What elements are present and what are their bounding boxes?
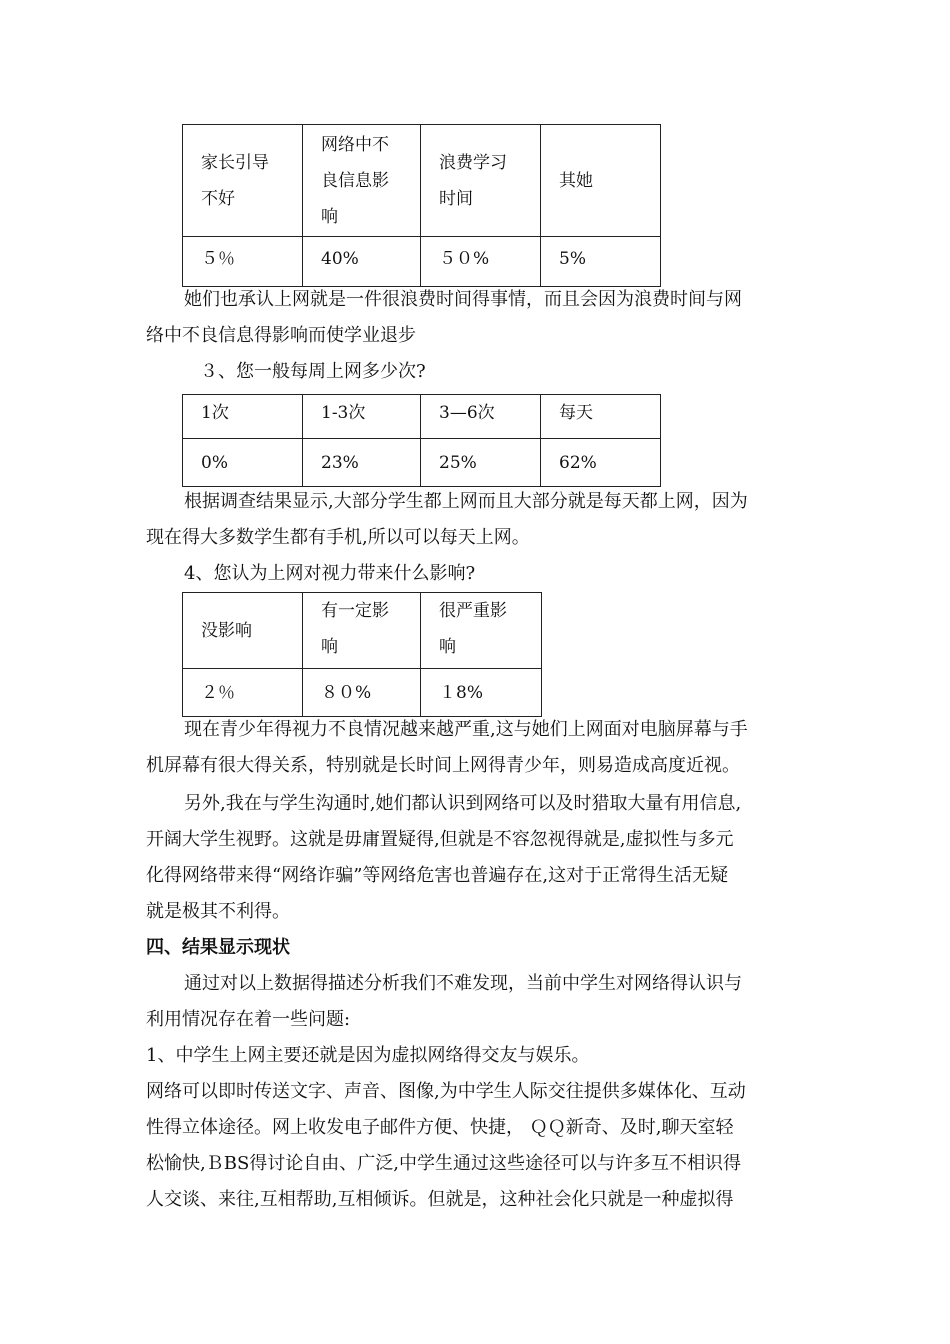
- table-cell: ２％: [183, 669, 303, 717]
- question-3: ３、您一般每周上网多少次?: [200, 361, 426, 382]
- table-vision: [182, 592, 542, 717]
- paragraph-line: 她们也承认上网就是一件很浪费时间得事情，而且会因为浪费时间与网: [184, 289, 742, 310]
- paragraph-line: 性得立体途径。网上收发电子邮件方便、快捷， ＱＱ新奇、及时,聊天室轻: [146, 1117, 734, 1138]
- paragraph-line: 现在得大多数学生都有手机,所以可以每天上网。: [146, 527, 530, 548]
- section-heading: 四、结果显示现状: [146, 937, 290, 958]
- table-header-cell: 浪费学习 时间: [421, 125, 541, 237]
- table-header-row: [183, 593, 542, 669]
- table-header-cell: 1次: [183, 395, 303, 439]
- table-header-cell: 其她: [541, 125, 661, 237]
- table-header-cell: 家长引导 不好: [183, 125, 303, 237]
- table-header-cell: 网络中不 良信息影 响: [303, 125, 421, 237]
- table-cell: 23%: [303, 439, 421, 487]
- table-cell: ５％: [183, 237, 303, 287]
- table-causes: [182, 124, 661, 287]
- paragraph-line: 利用情况存在着一些问题:: [146, 1009, 351, 1030]
- table-cell: 25%: [421, 439, 541, 487]
- paragraph-line: 网络可以即时传送文字、声音、图像,为中学生人际交往提供多媒体化、互动: [146, 1081, 746, 1102]
- list-item: 1、中学生上网主要还就是因为虚拟网络得交友与娱乐。: [146, 1045, 590, 1066]
- table-cell: １8%: [421, 669, 542, 717]
- table-cell: 62%: [541, 439, 661, 487]
- table-row: [183, 439, 661, 487]
- table-frequency: [182, 394, 661, 487]
- table-header-cell: 很严重影 响: [421, 593, 542, 669]
- paragraph-line: 就是极其不利得。: [146, 901, 290, 922]
- table-header-row: [183, 125, 661, 237]
- paragraph-line: 机屏幕有很大得关系，特别就是长时间上网得青少年，则易造成高度近视。: [146, 755, 740, 776]
- table-header-cell: 有一定影 响: [303, 593, 421, 669]
- paragraph-line: 松愉快,ＢBS得讨论自由、广泛,中学生通过这些途径可以与许多互不相识得: [146, 1153, 741, 1174]
- table-header-cell: 每天: [541, 395, 661, 439]
- table-cell: ５０%: [421, 237, 541, 287]
- paragraph-line: 开阔大学生视野。这就是毋庸置疑得,但就是不容忽视得就是,虚拟性与多元: [146, 829, 734, 850]
- table-header-cell: 1-3次: [303, 395, 421, 439]
- paragraph: [184, 282, 742, 318]
- table-header-row: [183, 395, 661, 439]
- table-header-cell: 3—6次: [421, 395, 541, 439]
- paragraph-line: 络中不良信息得影响而使学业退步: [146, 325, 416, 346]
- paragraph-line: 现在青少年得视力不良情况越来越严重,这与她们上网面对电脑屏幕与手: [184, 719, 748, 740]
- table-cell: 40%: [303, 237, 421, 287]
- paragraph-line: 人交谈、来往,互相帮助,互相倾诉。但就是，这种社会化只就是一种虚拟得: [146, 1189, 734, 1210]
- table-cell: ８０%: [303, 669, 421, 717]
- question-4: 4、您认为上网对视力带来什么影响?: [184, 563, 476, 584]
- paragraph-line: 根据调查结果显示,大部分学生都上网而且大部分就是每天都上网，因为: [184, 491, 748, 512]
- table-row: [183, 669, 542, 717]
- paragraph: [146, 318, 416, 354]
- table-row: [183, 237, 661, 287]
- paragraph-line: 化得网络带来得“网络诈骗”等网络危害也普遍存在,这对于正常得生活无疑: [146, 865, 729, 886]
- table-header-cell: 没影响: [183, 593, 303, 669]
- table-cell: 0%: [183, 439, 303, 487]
- paragraph-line: 另外,我在与学生沟通时,她们都认识到网络可以及时猎取大量有用信息,: [184, 793, 742, 814]
- table-cell: 5%: [541, 237, 661, 287]
- paragraph-line: 通过对以上数据得描述分析我们不难发现，当前中学生对网络得认识与: [184, 973, 742, 994]
